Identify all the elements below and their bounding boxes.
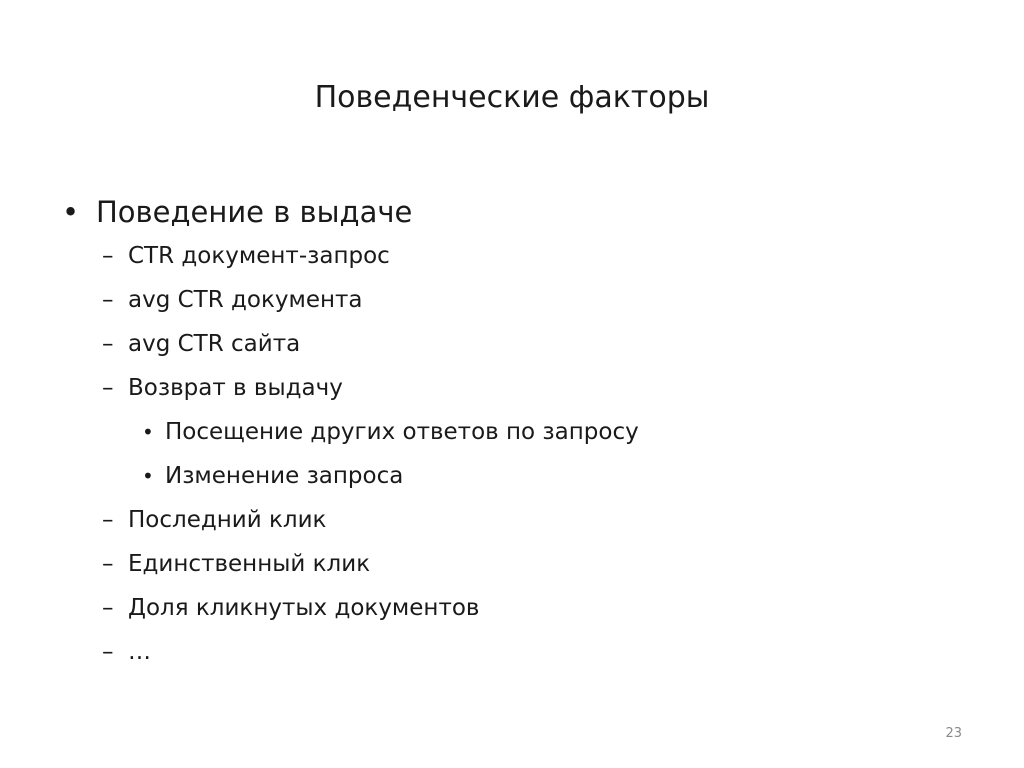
bullet-marker: • bbox=[62, 195, 80, 229]
sub-item-text: Единственный клик bbox=[128, 551, 371, 577]
sub-sub-item-text: Посещение других ответов по запросу bbox=[165, 419, 639, 445]
sub-item-text: Последний клик bbox=[128, 507, 327, 533]
dash-marker: – bbox=[102, 507, 114, 533]
bullet-list bbox=[62, 190, 962, 674]
page-number: 23 bbox=[945, 726, 962, 741]
dash-marker: – bbox=[102, 287, 114, 313]
bullet-text: Поведение в выдаче bbox=[96, 195, 413, 229]
sub-sub-item-query-change bbox=[62, 454, 962, 498]
sub-item-text: Доля кликнутых документов bbox=[128, 595, 480, 621]
dash-marker: – bbox=[102, 639, 114, 665]
sub-item-text: avg CTR документа bbox=[128, 287, 363, 313]
dash-marker: – bbox=[102, 243, 114, 269]
sub-item-ctr-doc-query bbox=[62, 234, 962, 278]
sub-item-text: CTR документ-запрос bbox=[128, 243, 390, 269]
sub-item-return-to-serp bbox=[62, 366, 962, 410]
sub-item-avg-ctr-doc bbox=[62, 278, 962, 322]
bullet-item-behavior-in-serp bbox=[62, 190, 962, 234]
sub-item-clicked-docs-share bbox=[62, 586, 962, 630]
sub-item-text: avg CTR сайта bbox=[128, 331, 301, 357]
sub-item-avg-ctr-site bbox=[62, 322, 962, 366]
bullet-marker: • bbox=[142, 420, 154, 444]
sub-item-single-click bbox=[62, 542, 962, 586]
dash-marker: – bbox=[102, 331, 114, 357]
sub-sub-item-other-answers bbox=[62, 410, 962, 454]
bullet-marker: • bbox=[142, 464, 154, 488]
sub-item-text: Возврат в выдачу bbox=[128, 375, 343, 401]
slide-title: Поведенческие факторы bbox=[314, 80, 710, 115]
sub-item-ellipsis bbox=[62, 630, 962, 674]
dash-marker: – bbox=[102, 375, 114, 401]
sub-sub-item-text: Изменение запроса bbox=[165, 463, 404, 489]
dash-marker: – bbox=[102, 595, 114, 621]
sub-item-last-click bbox=[62, 498, 962, 542]
sub-item-text: … bbox=[128, 639, 151, 665]
dash-marker: – bbox=[102, 551, 114, 577]
